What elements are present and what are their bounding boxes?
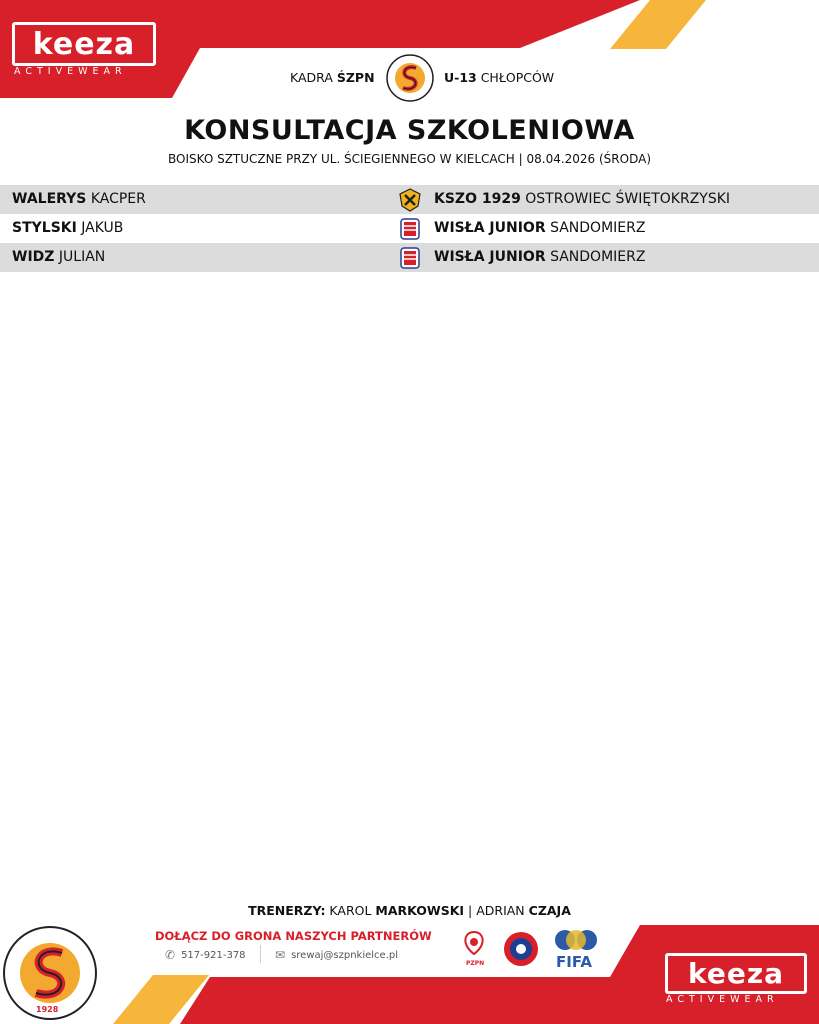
kadra-prefix: KADRA	[290, 70, 337, 85]
page-subtitle: BOISKO SZTUCZNE PRZY UL. ŚCIEGIENNEGO W KIELCACH | 08.04.2026 (ŚRODA)	[167, 152, 652, 166]
club-name-rest: OSTROWIEC ŚWIĘTOKRZYSKI	[520, 191, 731, 207]
wisla-badge-icon	[398, 217, 422, 241]
club-name	[434, 220, 645, 236]
player-name	[12, 220, 123, 236]
coach1-firstname: KAROL	[325, 903, 376, 918]
club-name	[434, 249, 645, 265]
kszo-badge-icon	[398, 188, 422, 212]
player-name	[12, 249, 105, 265]
szpn-crest-footer-icon	[2, 925, 98, 1021]
keeza-logo-header	[12, 22, 156, 66]
player-row	[0, 185, 819, 214]
keeza-logo-sub: ACTIVEWEAR	[14, 66, 127, 77]
coach2-surname: CZAJA	[528, 903, 571, 918]
contact-divider	[260, 945, 261, 963]
fifa-label: FIFA	[556, 953, 592, 971]
page-title: KONSULTACJA SZKOLENIOWA	[184, 115, 635, 146]
keeza-logo-text: keeza	[687, 957, 785, 990]
header-yellow-stripe	[610, 0, 706, 49]
age-group: U-13	[444, 70, 477, 85]
player-surname: STYLSKI	[12, 220, 77, 236]
phone-contact	[165, 948, 246, 962]
club-name-bold: KSZO 1929	[434, 191, 521, 207]
email-contact	[275, 948, 398, 962]
partners-heading: DOŁĄCZ DO GRONA NASZYCH PARTNERÓW	[155, 929, 432, 943]
club-name-bold: WISŁA JUNIOR	[434, 249, 546, 265]
fifa-globe-icon	[554, 928, 598, 956]
player-firstname: JAKUB	[76, 220, 124, 236]
coaches-label: TRENERZY:	[248, 903, 326, 918]
club-name	[434, 191, 730, 207]
keeza-logo-text: keeza	[32, 26, 136, 62]
phone-number: 517-921-378	[181, 949, 246, 961]
club-name-rest: SANDOMIERZ	[545, 220, 646, 236]
player-row	[0, 214, 819, 243]
coach1-surname: MARKOWSKI	[375, 903, 465, 918]
kadra-org: ŚZPN	[336, 70, 375, 85]
player-firstname: KACPER	[86, 191, 146, 207]
club-name-rest: SANDOMIERZ	[545, 249, 646, 265]
player-name	[12, 191, 146, 207]
phone-icon: ✆	[165, 948, 176, 962]
pzpn-logo-icon	[462, 930, 486, 962]
pzpn-label: PZPN	[466, 960, 485, 967]
club-name-bold: WISŁA JUNIOR	[434, 220, 546, 236]
age-group-label	[444, 70, 554, 85]
keeza-logo-sub: ACTIVEWEAR	[666, 994, 779, 1005]
player-surname: WIDZ	[12, 249, 55, 265]
player-surname: WALERYS	[12, 191, 87, 207]
crest-year: 1928	[36, 1005, 59, 1014]
keeza-logo-footer	[665, 953, 807, 994]
player-row	[0, 243, 819, 272]
szpn-crest-icon	[386, 54, 434, 102]
email-address[interactable]: srewaj@szpnkielce.pl	[291, 949, 399, 961]
mail-icon: ✉	[275, 948, 286, 962]
player-firstname: JULIAN	[54, 249, 106, 265]
kadra-label	[290, 70, 375, 85]
wisla-badge-icon	[398, 246, 422, 270]
coaches-line	[0, 903, 819, 918]
uefa-logo-icon	[502, 930, 540, 972]
coach-separator: | ADRIAN	[464, 903, 529, 918]
age-gender: CHŁOPCÓW	[476, 70, 555, 85]
